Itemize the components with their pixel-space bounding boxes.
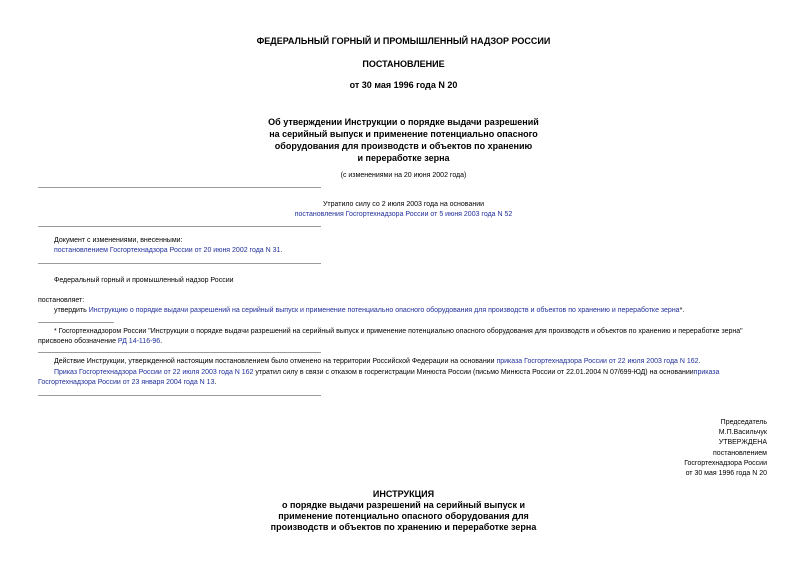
doc-title-line-4: и переработке зерна	[357, 153, 450, 163]
instruction-link[interactable]: Инструкцию о порядке выдачи разрешений на серийный выпуск и применение потенциально опасного оборудования для производств и объектов по хранению и переработке зерна	[88, 307, 680, 314]
cancel-line-3	[38, 379, 216, 386]
approved-line-2: постановлением	[713, 450, 767, 457]
doc-type: ПОСТАНОВЛЕНИЕ	[362, 59, 445, 69]
doc-changes-line	[54, 247, 282, 254]
approved-line-3: Госгортехнадзора России	[684, 460, 767, 467]
instruction-line-1: о порядке выдачи разрешений на серийный выпуск и	[281, 500, 525, 510]
divider	[38, 263, 321, 264]
cancel-link-3b[interactable]: Госгортехнадзора России от 23 января 2004 года N 13	[38, 379, 215, 386]
approved-line-4: от 30 мая 1996 года N 20	[685, 470, 767, 477]
doc-title-line-3: оборудования для производств и объектов по хранению	[274, 141, 533, 151]
footnote-line-2	[38, 338, 162, 345]
divider	[38, 352, 321, 353]
agency-title: ФЕДЕРАЛЬНЫЙ ГОРНЫЙ И ПРОМЫШЛЕННЫЙ НАДЗОР РОССИИ	[256, 36, 551, 46]
doc-date-number: от 30 мая 1996 года N 20	[349, 80, 458, 90]
approved-line-1: УТВЕРЖДЕНА	[718, 439, 767, 446]
cancel-suffix-1: .	[698, 358, 701, 365]
footnote-divider	[38, 322, 114, 323]
doc-changes-text: Документ с изменениями, внесенными:	[54, 237, 183, 244]
approve-suffix: *.	[679, 307, 685, 314]
lost-force-link[interactable]: постановления Госгортехнадзора России от 5 июня 2003 года N 52	[294, 211, 513, 218]
amendment-note: (с изменениями на 20 июня 2002 года)	[340, 172, 467, 179]
approve-paragraph	[54, 307, 684, 314]
doc-changes-suffix: .	[280, 247, 283, 254]
doc-changes-link[interactable]: постановлением Госгортехнадзора России от 20 июня 2002 года N 31	[54, 247, 281, 254]
signature-name: М.П.Васильчук	[718, 429, 767, 436]
resolves-text: постановляет:	[38, 297, 85, 304]
footnote-suffix: .	[160, 338, 163, 345]
approve-prefix: утвердить	[54, 307, 89, 314]
instruction-line-3: производств и объектов по хранению и переработке зерна	[270, 522, 537, 532]
footnote-text: * Госгортехнадзором России "Инструкции о порядке выдачи разрешений на серийный выпуск и применение потенциально опасного оборудования для производств и объектов по хранению и переработке зерна"	[54, 328, 743, 335]
cancel-text-2: утратил силу в связи с отказом в госрегистрации Минюста России (письмо Минюста России от 22.01.2004 N 07/699-ЮД) на основании	[253, 369, 694, 376]
org-line: Федеральный горный и промышленный надзор России	[54, 277, 234, 284]
lost-force-text: Утратило силу со 2 июля 2003 года на основании	[322, 201, 485, 208]
cancel-link-3a[interactable]: приказа	[693, 369, 720, 376]
instruction-heading: ИНСТРУКЦИЯ	[372, 489, 435, 499]
divider	[38, 395, 321, 396]
footnote-text-2: присвоено обозначение	[38, 338, 118, 345]
cancel-line-1	[54, 358, 701, 365]
signature-role: Председатель	[720, 419, 767, 426]
cancel-suffix-3: .	[214, 379, 217, 386]
divider	[38, 187, 321, 188]
cancel-line-2	[54, 369, 719, 376]
doc-title-line-2: на серийный выпуск и применение потенциально опасного	[269, 129, 538, 139]
divider	[38, 226, 321, 227]
doc-title-line-1: Об утверждении Инструкции о порядке выдачи разрешений	[268, 117, 539, 127]
cancel-link-2[interactable]: Приказ Госгортехнадзора России от 22 июля 2003 года N 162	[54, 369, 254, 376]
rd-link[interactable]: РД 14-116-96	[117, 338, 161, 345]
cancel-text: Действие Инструкции, утвержденной настоящим постановлением было отменено на территории Российской Федерации на основании	[54, 358, 497, 365]
instruction-line-2: применение потенциально опасного оборудования для	[278, 511, 529, 521]
cancel-link-1[interactable]: приказа Госгортехнадзора России от 22 июля 2003 года N 162	[496, 358, 699, 365]
